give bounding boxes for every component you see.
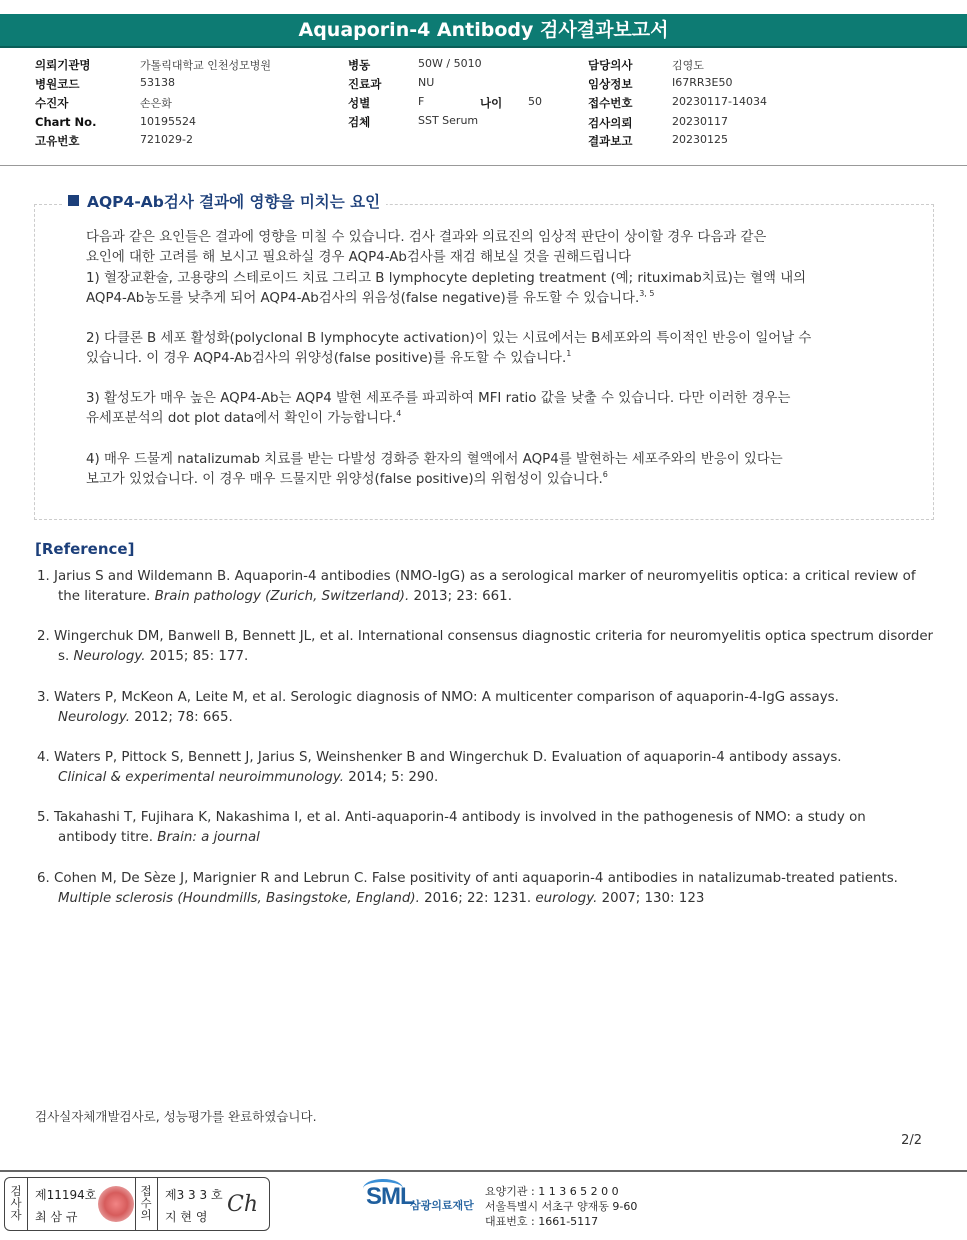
label-department: 진료과	[348, 77, 382, 91]
label-request-date: 검사의뢰	[588, 116, 633, 130]
label-physician: 담당의사	[588, 58, 633, 72]
divider	[0, 165, 967, 166]
signature-box	[4, 1177, 270, 1231]
value-clinical-info: I67RR3E50	[672, 76, 733, 89]
reference-title: [Reference]	[35, 540, 135, 558]
label-specimen: 검체	[348, 115, 371, 129]
logo-arc-icon	[363, 1179, 403, 1198]
reference-item: 6. Cohen M, De Sèze J, Marignier R and Lebrun C. False positivity of anti aquaporin-4 antibodies in natalizumab-treated patients. Multiple sclerosis (Houndmills, Basingstoke, England). 2016; 22: 1231. eurology. 2007; 130: 123	[37, 871, 898, 906]
tester-vertical-label: 검 사 자	[10, 1184, 22, 1222]
patient-info	[0, 55, 967, 160]
value-report-date: 20230125	[672, 133, 728, 146]
value-request-date: 20230117	[672, 115, 728, 128]
value-receipt-number: 20230117-14034	[672, 95, 767, 108]
label-sex: 성별	[348, 96, 371, 110]
tester-license: 제11194호	[35, 1188, 97, 1202]
value-specimen: SST Serum	[418, 114, 479, 127]
label-clinical-info: 임상정보	[588, 77, 633, 91]
reference-item: 5. Takahashi T, Fujihara K, Nakashima I, et al. Anti-aquaporin-4 antibody is involved in the pathogenesis of NMO: a study on antibody titre. Brain: a journal	[37, 810, 866, 845]
reference-item: 1. Jarius S and Wildemann B. Aquaporin-4 antibodies (NMO-IgG) as a serological marker of neuromyelitis optica: a critical review of the literature. Brain pathology (Zurich, Switzerland). 2013; 23: 661.	[37, 569, 916, 604]
section-title: AQP4-Ab검사 결과에 영향을 미치는 요인	[62, 190, 386, 212]
seal-stamp-icon	[98, 1186, 134, 1222]
reference-item: 3. Waters P, McKeon A, Leite M, et al. Serologic diagnosis of NMO: A multicenter comparison of aquaporin-4-IgG assays. Neurology. 2012; 78: 665.	[37, 690, 839, 725]
label-chart-no: Chart No.	[35, 115, 97, 129]
receiver-name: 지 현 영	[165, 1210, 208, 1224]
receiver-vertical-label: 접 수 의	[140, 1184, 152, 1222]
factor-item: 3) 활성도가 매우 높은 AQP4-Ab는 AQP4 발현 세포주를 파괴하여 MFI ratio 값을 낮출 수 있습니다. 다만 이러한 경우는 유세포분석의 dot plot data에서 확인이 가능합니다.$^4$	[86, 391, 791, 426]
label-hospital-code: 병원코드	[35, 77, 80, 91]
intro-paragraph: 다음과 같은 요인들은 결과에 영향을 미칠 수 있습니다. 검사 결과와 의료진의 임상적 판단이 상이할 경우 다음과 같은 요인에 대한 고려를 해 보시고 필요하실 경우 AQP4-Ab검사를 재검 해보실 것을 권해드립니다	[86, 230, 767, 265]
label-ward: 병동	[348, 58, 371, 72]
page-number: 2/2	[901, 1133, 922, 1148]
org-info: 요양기관 : 1 1 3 6 5 2 0 0 서울특별시 서초구 양재동 9-60 대표번호 : 1661-5117	[485, 1185, 638, 1228]
tester-name: 최 삼 규	[35, 1210, 78, 1224]
value-department: NU	[418, 76, 435, 89]
validation-note: 검사실자체개발검사로, 성능평가를 완료하였습니다.	[35, 1109, 317, 1124]
label-requesting-institution: 의뢰기관명	[35, 58, 91, 72]
label-receipt-number: 접수번호	[588, 96, 633, 110]
value-hospital-code: 53138	[140, 76, 175, 89]
value-unique-number: 721029-2	[140, 133, 193, 146]
report-title: Aquaporin-4 Antibody 검사결과보고서	[0, 14, 967, 48]
footer-divider	[0, 1170, 967, 1172]
receiver-license: 제3 3 3 호	[165, 1188, 223, 1202]
square-bullet-icon	[68, 195, 79, 206]
factor-item: 2) 다클론 B 세포 활성화(polyclonal B lymphocyte activation)이 있는 시료에서는 B세포와의 특이적인 반응이 일어날 수 있습니다. 이 경우 AQP4-Ab검사의 위양성(false positive)를 유도할 수 있습니다.$^1$	[86, 331, 812, 366]
label-age: 나이	[480, 96, 503, 110]
logo-org-name: 삼광의료재단	[410, 1199, 474, 1212]
reference-item: 2. Wingerchuk DM, Banwell B, Bennett JL, et al. International consensus diagnostic criteria for neuromyelitis optica spectrum disorder s. Neurology. 2015; 85: 177.	[37, 629, 934, 664]
label-unique-number: 고유번호	[35, 134, 80, 148]
reference-item: 4. Waters P, Pittock S, Bennett J, Jarius S, Weinshenker B and Wingerchuk D. Evaluation of aquaporin-4 antibody assays. Clinical & experimental neuroimmunology. 2014; 5: 290.	[37, 750, 842, 785]
logo-mark: SML	[366, 1183, 414, 1210]
label-patient: 수진자	[35, 96, 69, 110]
value-chart-no: 10195524	[140, 115, 196, 128]
factor-item: 1) 혈장교환술, 고용량의 스테로이드 치료 그리고 B lymphocyte depleting treatment (예; rituximab치료)는 혈액 내의 AQP4-Ab농도를 낮추게 되어 AQP4-Ab검사의 위음성(false negative)를 유도할 수 있습니다.$^{3, 5}$	[86, 271, 807, 306]
value-age: 50	[528, 95, 542, 108]
value-physician: 김영도	[672, 59, 704, 72]
sml-logo	[366, 1183, 474, 1212]
handwritten-signature: Ch	[227, 1192, 259, 1217]
value-sex: F	[418, 95, 425, 108]
value-ward: 50W / 5010	[418, 57, 482, 70]
factor-item: 4) 매우 드물게 natalizumab 치료를 받는 다발성 경화증 환자의 혈액에서 AQP4를 발현하는 세포주와의 반응이 있다는 보고가 있었습니다. 이 경우 매우 드물지만 위양성(false positive)의 위험성이 있습니다.$^6$	[86, 452, 783, 487]
value-requesting-institution: 가톨릭대학교 인천성모병원	[140, 59, 272, 72]
label-report-date: 결과보고	[588, 134, 633, 148]
value-patient: 손은화	[140, 97, 172, 110]
